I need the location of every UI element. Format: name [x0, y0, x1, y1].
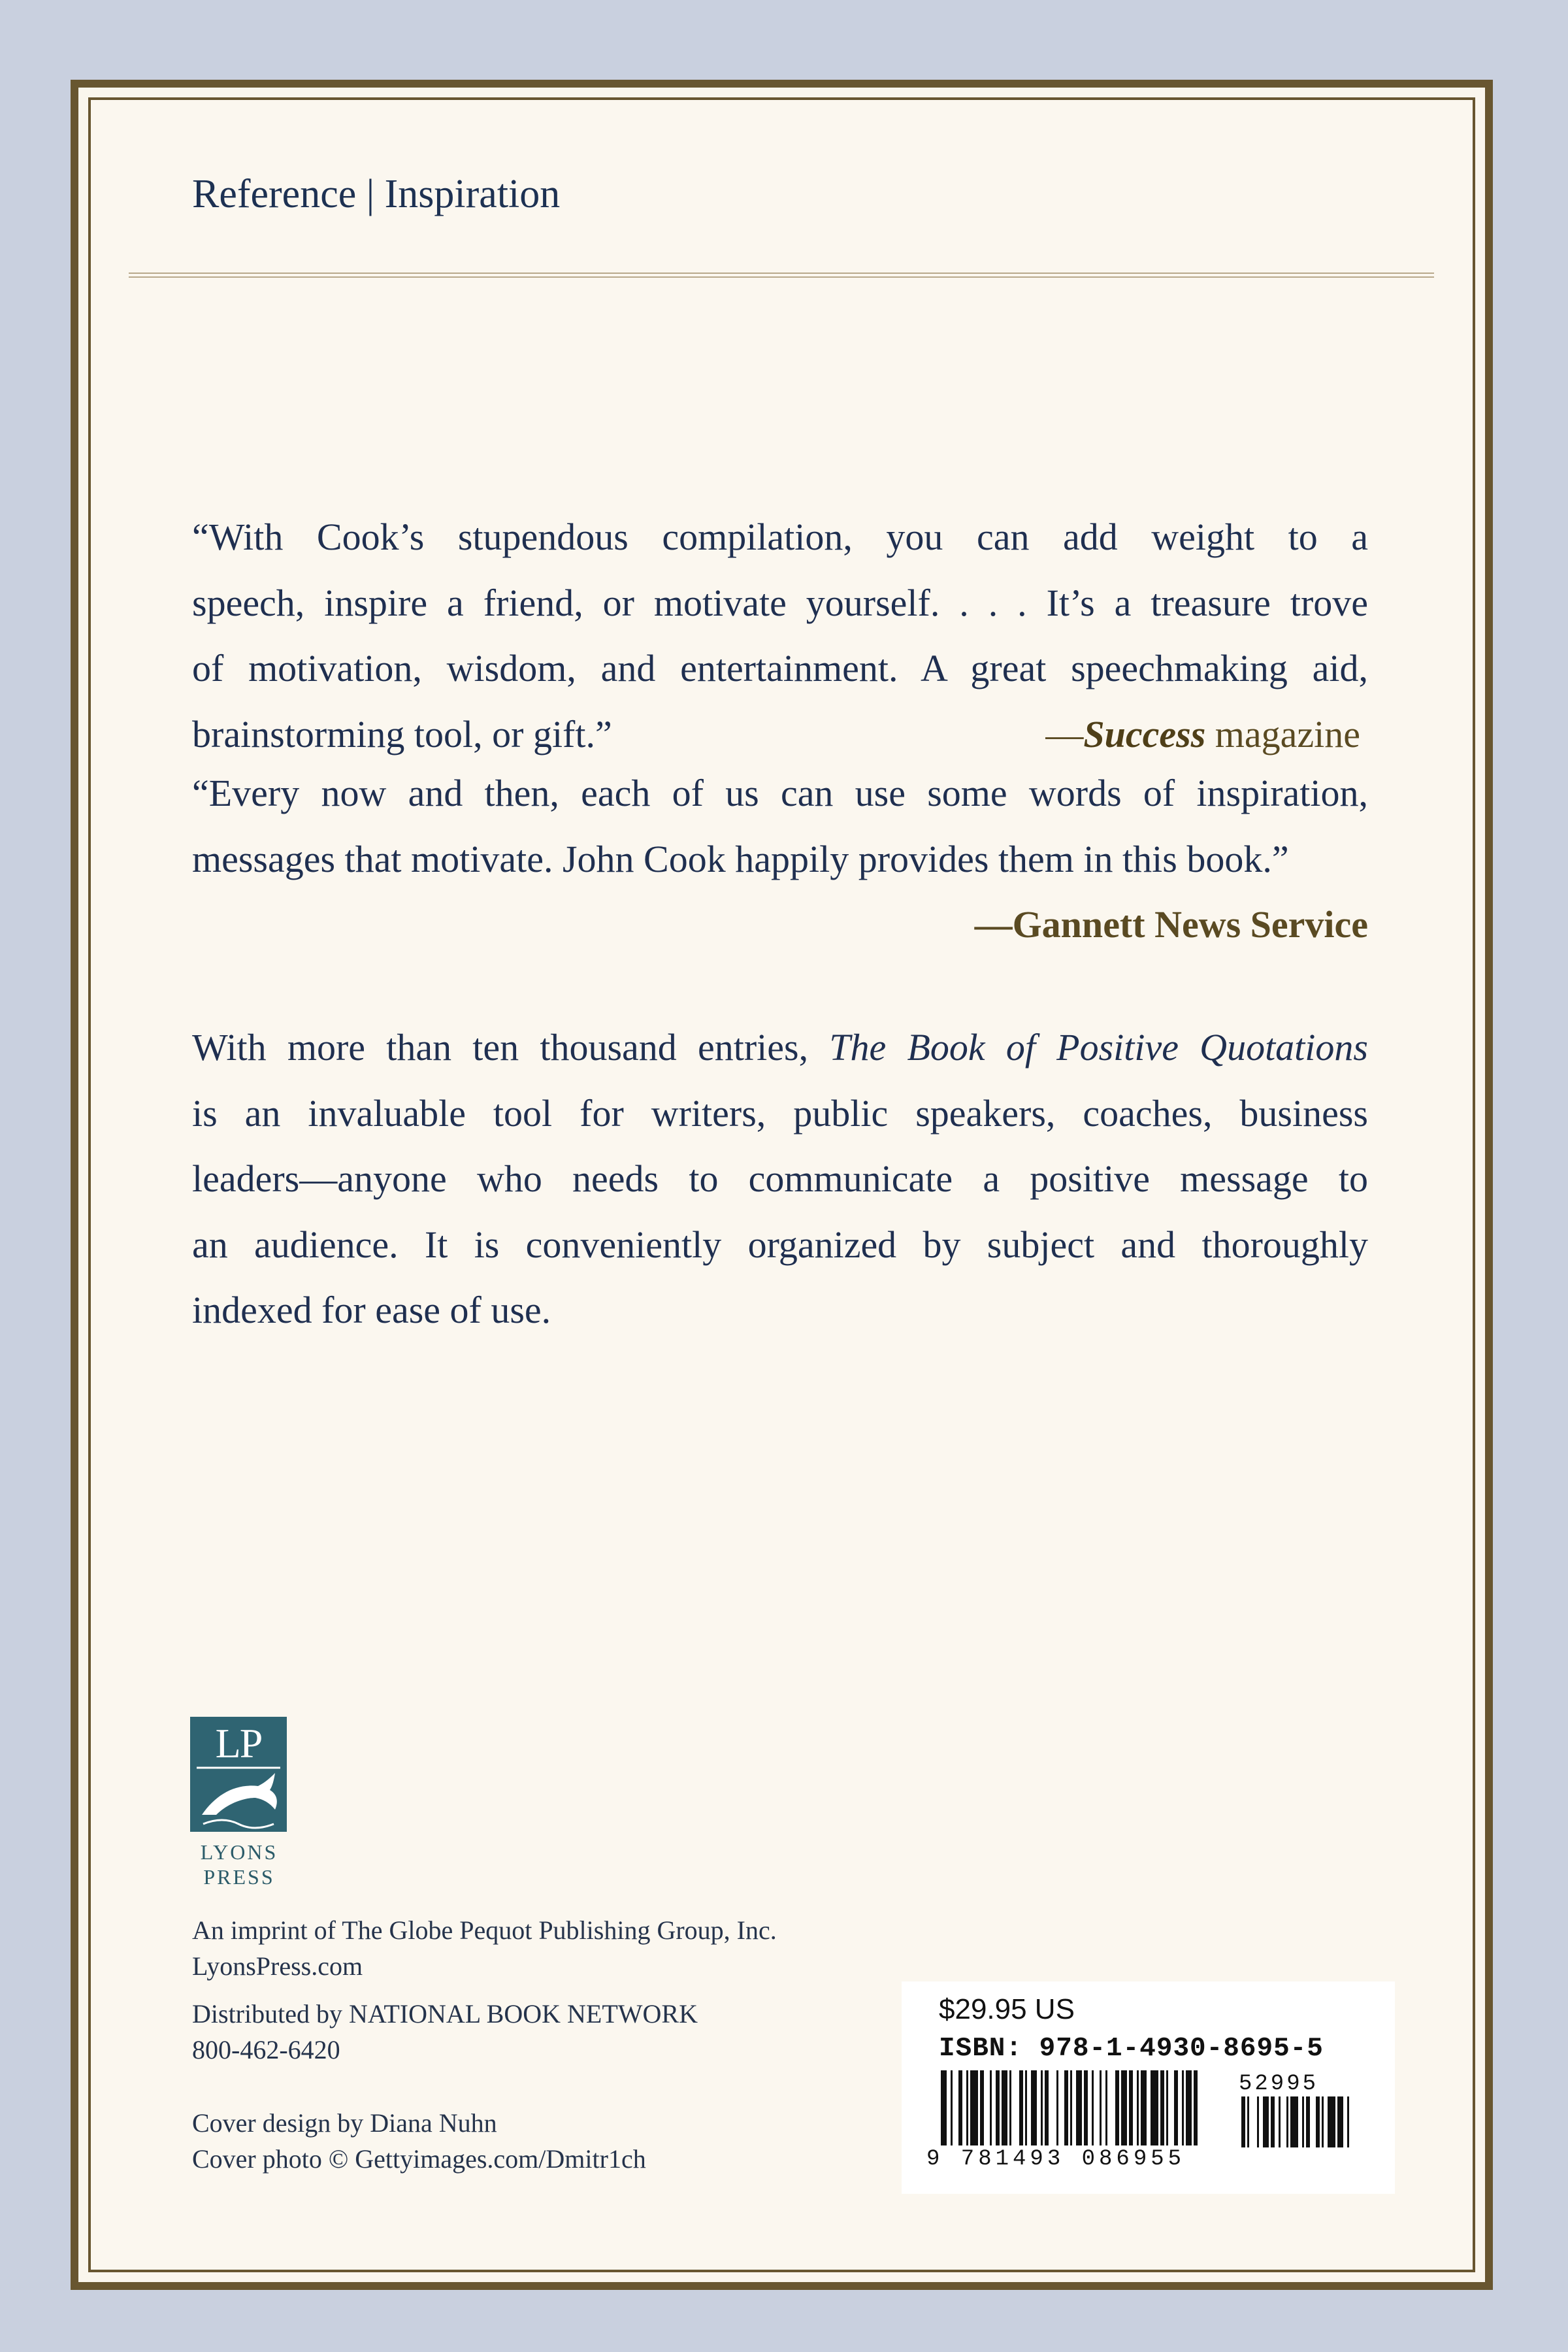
lyons-press-logo: [190, 1717, 287, 1832]
category-label: Reference | Inspiration: [192, 172, 561, 216]
description-line: is an invaluable tool for writers, public speakers, coaches, business: [192, 1091, 1368, 1135]
review-line: messages that motivate. John Cook happily provides them in this book.”: [192, 837, 1289, 880]
description-line: indexed for ease of use.: [192, 1289, 551, 1331]
barcode-bar: [1137, 2070, 1139, 2145]
barcode-bar: [1322, 2096, 1324, 2147]
barcode-bar: [1141, 2070, 1147, 2145]
review-attribution: [192, 892, 1368, 958]
attribution-source: —Gannett News Service: [974, 903, 1368, 946]
barcode-bar: [1263, 2096, 1269, 2147]
distributor: Distributed by NATIONAL BOOK NETWORK: [192, 1999, 698, 2029]
review-line: “With Cook’s stupendous compilation, you can add weight to a: [192, 516, 1368, 558]
barcode-bar: [1241, 2096, 1245, 2147]
price: $29.95 US: [939, 1993, 1075, 2025]
barcode-bar: [1100, 2070, 1102, 2145]
phone: 800-462-6420: [192, 2035, 340, 2064]
review-line: “Every now and then, each of us can use some words of inspiration,: [192, 772, 1368, 814]
barcode-bar: [1056, 2070, 1058, 2145]
barcode-bar: [980, 2070, 984, 2145]
website: LyonsPress.com: [192, 1951, 363, 1981]
barcode-bar: [1105, 2070, 1107, 2145]
barcode-bar: [951, 2070, 953, 2145]
attribution-dash: —: [1045, 712, 1084, 755]
review-line: speech, inspire a friend, or motivate yourself. . . . It’s a treasure trove: [192, 581, 1368, 624]
barcode-bar: [1174, 2070, 1178, 2145]
barcode-bar: [1279, 2096, 1281, 2147]
logo-wordmark: [184, 1840, 294, 1889]
barcode-bar: [1302, 2096, 1304, 2147]
imprint-line: An imprint of The Globe Pequot Publishing Group, Inc.: [192, 1915, 777, 1945]
barcode-bar: [1247, 2096, 1249, 2147]
barcode-bar: [1070, 2070, 1072, 2145]
price-code: 52995: [1236, 2072, 1321, 2096]
isbn-text: ISBN: 978-1-4930-8695-5: [939, 2034, 1324, 2064]
description-text: With more than ten thousand entries,: [192, 1026, 830, 1068]
barcode-bar: [1160, 2070, 1164, 2145]
barcode-bar: [1129, 2070, 1133, 2145]
barcode-bar: [1115, 2070, 1119, 2145]
barcode-bar: [941, 2070, 947, 2145]
cover-design-credit: Cover design by Diana Nuhn: [192, 2108, 497, 2138]
barcode-bar: [1257, 2096, 1259, 2147]
barcode-bar: [1151, 2070, 1158, 2145]
barcode-bar: [1316, 2096, 1320, 2147]
barcode-bar: [958, 2070, 962, 2145]
barcode-bar: [1182, 2070, 1184, 2145]
barcode-bar: [1306, 2096, 1310, 2147]
attribution-suffix: magazine: [1205, 712, 1360, 755]
logo-letters: LP: [215, 1720, 262, 1766]
barcode-bar: [1328, 2096, 1335, 2147]
barcode-bar: [1019, 2070, 1023, 2145]
barcode-bar: [1290, 2096, 1298, 2147]
review-line: of motivation, wisdom, and entertainment. A great speechmaking aid,: [192, 647, 1368, 689]
barcode-bar: [1076, 2070, 1082, 2145]
review-gannett: [192, 761, 1368, 958]
barcode-bar: [1031, 2070, 1037, 2145]
review-line: brainstorming tool, or gift.”: [192, 712, 612, 755]
barcode-bar: [1347, 2096, 1349, 2147]
barcode-bar: [1084, 2070, 1088, 2145]
logo-word-2: PRESS: [203, 1865, 275, 1889]
barcode-bar: [996, 2070, 1000, 2145]
barcode-bar: [1041, 2070, 1043, 2145]
barcode-bar: [1002, 2070, 1007, 2145]
cover-photo-credit: Cover photo © Gettyimages.com/Dmitr1ch: [192, 2144, 646, 2174]
review-success: [192, 505, 1368, 767]
barcode-bar: [990, 2070, 992, 2145]
barcode-bar: [1271, 2096, 1275, 2147]
barcode-bar: [1009, 2070, 1011, 2145]
book-title: The Book of Positive Quotations: [829, 1026, 1368, 1068]
barcode-bar: [1194, 2070, 1198, 2145]
barcode-bar: [1025, 2070, 1027, 2145]
barcode-bar: [1286, 2096, 1288, 2147]
book-description: [192, 1015, 1368, 1344]
description-line: [192, 1015, 1368, 1081]
header-divider: [129, 273, 1434, 278]
barcode-bar: [1166, 2070, 1168, 2145]
review-line-last: [192, 702, 1368, 768]
attribution-source: Success: [1083, 712, 1206, 755]
ean-digits: 9 781493 086955: [926, 2147, 1186, 2172]
logo-word-1: LYONS: [200, 1840, 278, 1864]
barcode-bar: [966, 2070, 968, 2145]
barcode-bar: [1064, 2070, 1068, 2145]
barcode-bar: [1045, 2070, 1049, 2145]
description-line: an audience. It is conveniently organized by subject and thoroughly: [192, 1223, 1368, 1266]
barcode-bar: [1186, 2070, 1192, 2145]
barcode-bar: [1121, 2070, 1127, 2145]
description-line: leaders—anyone who needs to communicate a positive message to: [192, 1157, 1368, 1200]
barcode-bar: [1337, 2096, 1343, 2147]
review-attribution: [1045, 702, 1360, 768]
barcode-bar: [970, 2070, 978, 2145]
barcode-bar: [1092, 2070, 1094, 2145]
